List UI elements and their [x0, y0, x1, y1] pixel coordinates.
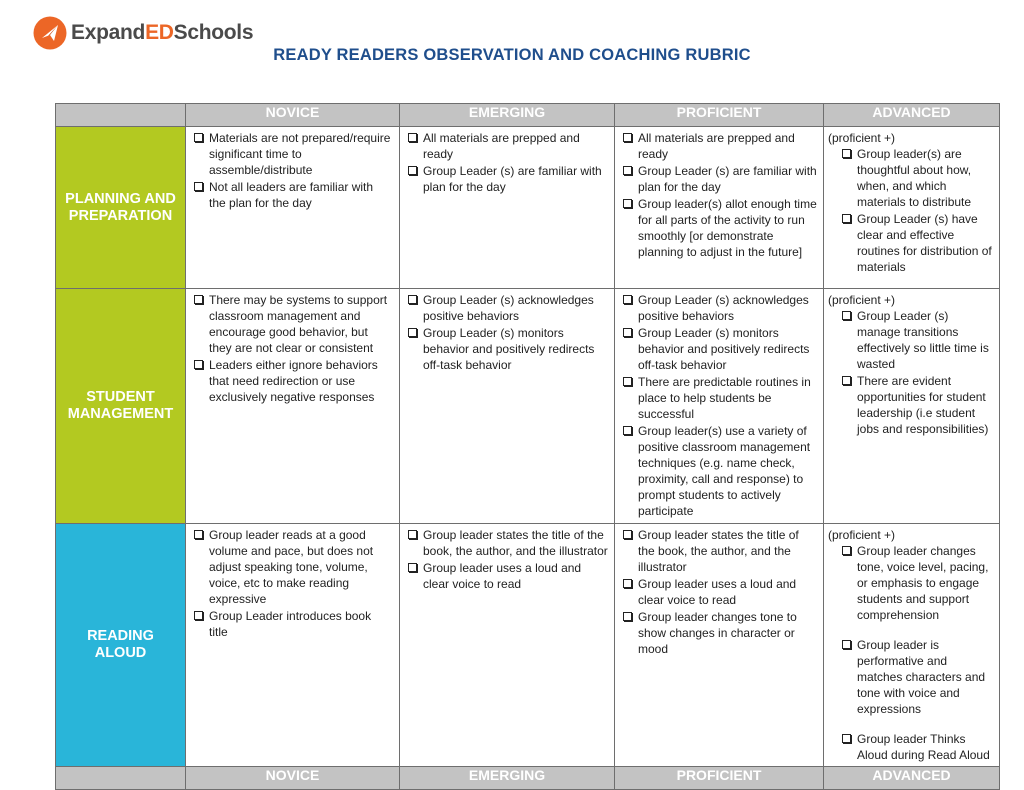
logo-circle-icon [33, 16, 67, 50]
criterion-item [621, 527, 817, 575]
criterion-item [840, 211, 993, 275]
footer-corner [56, 767, 186, 790]
cell-novice [186, 289, 400, 524]
criterion-item [840, 731, 993, 763]
header-row [56, 104, 1000, 127]
row-label-reading-aloud: READING ALOUD [56, 524, 186, 767]
criterion-item [840, 373, 993, 437]
page-title: READY READERS OBSERVATION AND COACHING RUBRIC [273, 46, 751, 64]
checkbox-icon [842, 640, 851, 649]
checkbox-icon [623, 579, 632, 588]
criterion-item [406, 130, 608, 162]
criterion-item [621, 374, 817, 422]
criterion-text: Group Leader (s) monitors behavior and positively redirects off-task behavior [638, 326, 810, 372]
cell-proficient [615, 524, 824, 767]
checkbox-icon [623, 377, 632, 386]
cell-emerging [400, 127, 615, 289]
cell-novice [186, 524, 400, 767]
criterion-text: Group Leader (s) are familiar with plan for the day [638, 164, 817, 194]
row-label-student-management: STUDENT MANAGEMENT [56, 289, 186, 524]
criterion-text: Group leader changes tone, voice level, pacing, or emphasis to engage students and support comprehension [857, 544, 989, 622]
criterion-item [406, 292, 608, 324]
checkbox-icon [623, 166, 632, 175]
criterion-item [192, 527, 393, 607]
criterion-text: Group Leader (s) acknowledges positive behaviors [638, 293, 809, 323]
col-header-advanced: ADVANCED [824, 104, 1000, 127]
cell-novice [186, 127, 400, 289]
criterion-text: Group Leader (s) monitors behavior and positively redirects off-task behavior [423, 326, 595, 372]
col-footer-proficient: PROFICIENT [615, 767, 824, 790]
row-student-management [56, 289, 1000, 524]
criterion-item [840, 146, 993, 210]
criterion-item [406, 560, 608, 592]
checkbox-icon [623, 199, 632, 208]
criterion-text: Group leader states the title of the book, the author, and the illustrator [423, 528, 608, 558]
criterion-text: Group leader(s) are thoughtful about how, when, and which materials to distribute [857, 147, 972, 209]
row-planning-preparation [56, 127, 1000, 289]
footer-row [56, 767, 1000, 790]
criterion-text: Group Leader (s) have clear and effective routines for distribution of materials [857, 212, 992, 274]
criterion-item [840, 637, 993, 717]
criterion-item [406, 325, 608, 373]
criterion-text: Not all leaders are familiar with the plan for the day [209, 180, 374, 210]
criterion-text: Group Leader (s) are familiar with plan for the day [423, 164, 602, 194]
checkbox-icon [194, 360, 203, 369]
cell-emerging [400, 289, 615, 524]
criterion-item [840, 308, 993, 372]
checkbox-icon [408, 328, 417, 337]
checkbox-icon [408, 530, 417, 539]
criterion-item [621, 576, 817, 608]
criterion-text: Group leader(s) use a variety of positive classroom management techniques (e.g. name check, proximity, call and response) to prompt students to actively participate [638, 424, 811, 518]
col-footer-emerging: EMERGING [400, 767, 615, 790]
col-header-proficient: PROFICIENT [615, 104, 824, 127]
checkbox-icon [842, 376, 851, 385]
criterion-text: Group leader states the title of the book, the author, and the illustrator [638, 528, 799, 574]
cell-proficient [615, 127, 824, 289]
criterion-item [192, 357, 393, 405]
cell-proficient [615, 289, 824, 524]
advanced-prefix: (proficient +) [828, 293, 896, 307]
checkbox-icon [408, 295, 417, 304]
row-reading-aloud [56, 524, 1000, 767]
checkbox-icon [408, 166, 417, 175]
criterion-text: Group leader reads at a good volume and pace, but does not adjust speaking tone, volume, voice, etc to make reading expressive [209, 528, 374, 606]
criterion-text: All materials are prepped and ready [423, 131, 580, 161]
criterion-text: Group Leader introduces book title [209, 609, 372, 639]
checkbox-icon [842, 546, 851, 555]
checkbox-icon [194, 530, 203, 539]
checkbox-icon [842, 311, 851, 320]
criterion-item [621, 292, 817, 324]
criterion-text: Group leader changes tone to show changes in character or mood [638, 610, 797, 656]
criterion-item [192, 130, 393, 178]
checkbox-icon [842, 734, 851, 743]
criterion-item [621, 130, 817, 162]
criterion-text: Group leader uses a loud and clear voice to read [638, 577, 797, 607]
header-corner [56, 104, 186, 127]
criterion-text: There may be systems to support classroom management and encourage good behavior, but they are not clear or consistent [209, 293, 388, 355]
checkbox-icon [842, 214, 851, 223]
checkbox-icon [408, 563, 417, 572]
criterion-text: Group leader(s) allot enough time for all parts of the activity to run smoothly [or demonstrate planning to adjust in the future] [638, 197, 817, 259]
criterion-item [621, 196, 817, 260]
cell-emerging [400, 524, 615, 767]
checkbox-icon [623, 328, 632, 337]
criterion-item [621, 325, 817, 373]
criterion-item [192, 608, 393, 640]
checkbox-icon [194, 611, 203, 620]
checkbox-icon [623, 295, 632, 304]
criterion-text: Group leader uses a loud and clear voice to read [423, 561, 582, 591]
checkbox-icon [194, 295, 203, 304]
criterion-text: Group leader Thinks Aloud during Read Aloud [857, 732, 990, 762]
criterion-text: Group Leader (s) acknowledges positive behaviors [423, 293, 594, 323]
criterion-item [621, 609, 817, 657]
row-label-planning: PLANNING AND PREPARATION [56, 127, 186, 289]
criterion-item [192, 292, 393, 356]
cell-advanced [824, 289, 1000, 524]
col-header-emerging: EMERGING [400, 104, 615, 127]
criterion-item [406, 163, 608, 195]
advanced-prefix: (proficient +) [828, 131, 896, 145]
criterion-text: There are predictable routines in place to help students be successful [638, 375, 811, 421]
col-header-novice: NOVICE [186, 104, 400, 127]
checkbox-icon [194, 133, 203, 142]
checkbox-icon [623, 426, 632, 435]
col-footer-novice: NOVICE [186, 767, 400, 790]
criterion-item [621, 423, 817, 519]
checkbox-icon [623, 530, 632, 539]
checkbox-icon [623, 133, 632, 142]
col-footer-advanced: ADVANCED [824, 767, 1000, 790]
criterion-text: There are evident opportunities for student leadership (i.e student jobs and responsibilities) [857, 374, 989, 436]
criterion-text: Materials are not prepared/require significant time to assemble/distribute [209, 131, 391, 177]
cell-advanced [824, 127, 1000, 289]
criterion-text: All materials are prepped and ready [638, 131, 795, 161]
checkbox-icon [408, 133, 417, 142]
expandedschools-logo [33, 16, 253, 50]
criterion-item [621, 163, 817, 195]
criterion-item [840, 543, 993, 623]
cell-advanced [824, 524, 1000, 767]
criterion-item [406, 527, 608, 559]
criterion-text: Group Leader (s) manage transitions effectively so little time is wasted [857, 309, 989, 371]
rubric-table [55, 103, 1000, 790]
checkbox-icon [623, 612, 632, 621]
checkbox-icon [842, 149, 851, 158]
criterion-text: Leaders either ignore behaviors that need redirection or use exclusively negative responses [209, 358, 378, 404]
criterion-item [192, 179, 393, 211]
advanced-prefix: (proficient +) [828, 528, 896, 542]
logo-wordmark: ExpandEDSchools [71, 21, 254, 44]
checkbox-icon [194, 182, 203, 191]
criterion-text: Group leader is performative and matches characters and tone with voice and expressions [857, 638, 986, 716]
